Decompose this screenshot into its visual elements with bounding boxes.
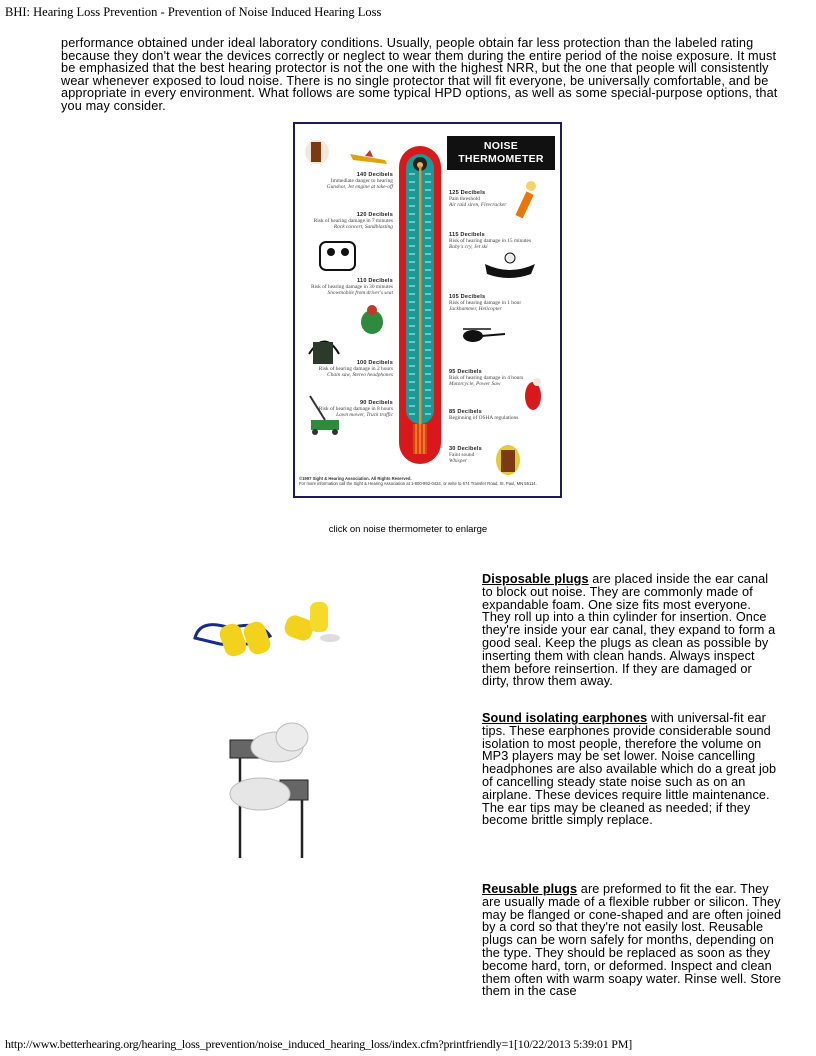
section-sound-isolating-earphones: [482, 712, 782, 827]
page-title: BHI: Hearing Loss Prevention - Prevention of Noise Induced Hearing Loss: [5, 5, 382, 19]
level-95: [449, 369, 557, 388]
level-120: [297, 212, 393, 231]
section-body: with universal-fit ear tips. These earphones provide considerable sound isolation to most people, therefore the volume on MP3 players may be set lower. Noise cancelling headphones are also available which do a great job of cancelling steady state noise such as on an airplane. These devices require little maintenance. The ear tips may be cleaned as needed; if they become brittle simply replace.: [482, 711, 777, 828]
level-db: 85 Decibels: [449, 409, 482, 415]
level-examples: Chain saw, Stereo headphones: [327, 372, 393, 379]
level-db: 105 Decibels: [449, 294, 486, 300]
foam-plug: [310, 602, 328, 632]
level-risk: Immediate danger to hearing: [330, 178, 393, 184]
thermometer-mercury: [419, 166, 422, 446]
level-110: [297, 278, 393, 297]
level-db: 90 Decibels: [360, 400, 393, 406]
level-risk: Risk of hearing damage in 4 hours: [449, 375, 524, 381]
level-examples: Lawn mower, Truck traffic: [336, 412, 393, 419]
level-100: [297, 360, 393, 379]
level-115: [449, 232, 557, 251]
level-examples: Motorcycle, Power Saw: [449, 381, 501, 388]
title-line-1: NOISE: [483, 140, 519, 152]
earphones-image: [222, 712, 322, 862]
intro-paragraph: performance obtained under ideal laboratory conditions. Usually, people obtain far less protection than the labeled rating because they don't wear the devices correctly or neglect to wear them during the entire period of the noise exposure. It must be emphasized that the best hearing protector is not the one with the highest NRR, but the one that people will consistently wear whenever exposed to loud noise. There is no single protector that will fit everyone, be universally comfortable, and be appropriate in every environment. What follows are some typical HPD options, as well as some special-purpose options, that you may consider.: [61, 36, 778, 113]
level-risk: Faint sound: [449, 452, 475, 458]
level-db: 125 Decibels: [449, 190, 486, 196]
section-title: Sound isolating earphones: [482, 711, 648, 725]
snowmobile-icon: [361, 305, 383, 334]
level-examples: Rock concert, Sandblasting: [333, 224, 393, 231]
disposable-plugs-image: [190, 598, 350, 658]
level-125: [449, 190, 529, 209]
level-30: [449, 446, 509, 465]
helicopter-icon: [463, 329, 505, 342]
ear-tip: [230, 778, 290, 810]
jet-ski-icon: [485, 253, 535, 278]
level-examples: Snowmobile from driver's seat: [327, 290, 393, 297]
level-risk: Risk of hearing damage in 2 hours: [318, 366, 393, 372]
thermometer-copyright: [299, 476, 537, 486]
level-db: 120 Decibels: [356, 212, 393, 218]
level-examples: Baby's cry, Jet ski: [449, 244, 488, 251]
level-examples: Gunshot, Jet engine at take-off: [326, 184, 393, 191]
level-risk: Risk of hearing damage in 15 minutes: [449, 238, 532, 244]
section-title: Reusable plugs: [482, 882, 578, 896]
section-body: are placed inside the ear canal to block out noise. They are commonly made of expandable foam. One size fits most everyone. They roll up into a thin cylinder for insertion. Once they're inside your ear canal, they expand to form a good seal. Keep the plugs as clean as possible by inserting them with clean hands. Always inspect them before reinsertion. If they are damaged or dirty, throw them away.: [482, 572, 776, 689]
thermometer-title: [447, 136, 555, 170]
rock-concert-icon: [320, 242, 355, 270]
copyright-text: ©1997 Sight & Hearing Association. All Rights Reserved.: [299, 476, 412, 481]
level-examples: Jackhammer, Helicopter: [449, 306, 502, 313]
level-db: 115 Decibels: [449, 232, 485, 238]
level-risk: Risk of hearing damage in 8 hours: [318, 406, 393, 412]
contact-text: For more information call the Sight & Hearing Association at 1-800-992-0424, or write to 674 Transfer Road, St. Paul, MN 55114.: [299, 481, 537, 487]
level-risk: Risk of hearing damage in 1 hour: [449, 300, 522, 306]
page-footer-url: http://www.betterhearing.org/hearing_loss_prevention/noise_induced_hearing_loss/index.cfm?printfriendly=1[10/22/2013 5:39:01 PM]: [5, 1037, 633, 1051]
level-db: 95 Decibels: [449, 369, 482, 375]
level-140: [297, 172, 393, 191]
gunshot-icon: [305, 140, 329, 164]
level-risk: Risk of hearing damage in 30 minutes: [310, 284, 393, 290]
title-line-2: THERMOMETER: [458, 153, 544, 165]
level-db: 140 Decibels: [356, 172, 393, 178]
level-90: [297, 400, 393, 419]
level-examples: Whisper: [449, 458, 467, 465]
thermometer-caption: click on noise thermometer to enlarge: [328, 524, 488, 535]
level-db: 30 Decibels: [449, 446, 482, 452]
level-risk: Risk of hearing damage in 7 minutes: [313, 218, 393, 224]
jet-icon: [350, 150, 387, 164]
section-body: are preformed to fit the ear. They are usually made of a flexible rubber or silicon. They may be flanged or cone-shaped and are often joined by a cord so that they're not easily lost. Reusable plugs can be worn safely for months, depending on the type. They should be replaced as soon as they become hard, torn, or deformed. Inspect and clean them often with warm soapy water. Rinse well. Store them in the case: [482, 882, 782, 999]
section-reusable-plugs: [482, 883, 782, 998]
level-105: [449, 294, 557, 313]
level-examples: Air raid siren, Firecracker: [449, 202, 507, 209]
level-85: [449, 409, 557, 421]
level-db: 100 Decibels: [356, 360, 393, 366]
section-disposable-plugs: [482, 573, 782, 688]
section-title: Disposable plugs: [482, 572, 589, 586]
level-risk: Pain threshold: [449, 196, 480, 202]
level-risk: Beginning of OSHA regulations: [449, 415, 519, 421]
level-db: 110 Decibels: [357, 278, 393, 284]
noise-thermometer-image[interactable]: [293, 122, 562, 498]
